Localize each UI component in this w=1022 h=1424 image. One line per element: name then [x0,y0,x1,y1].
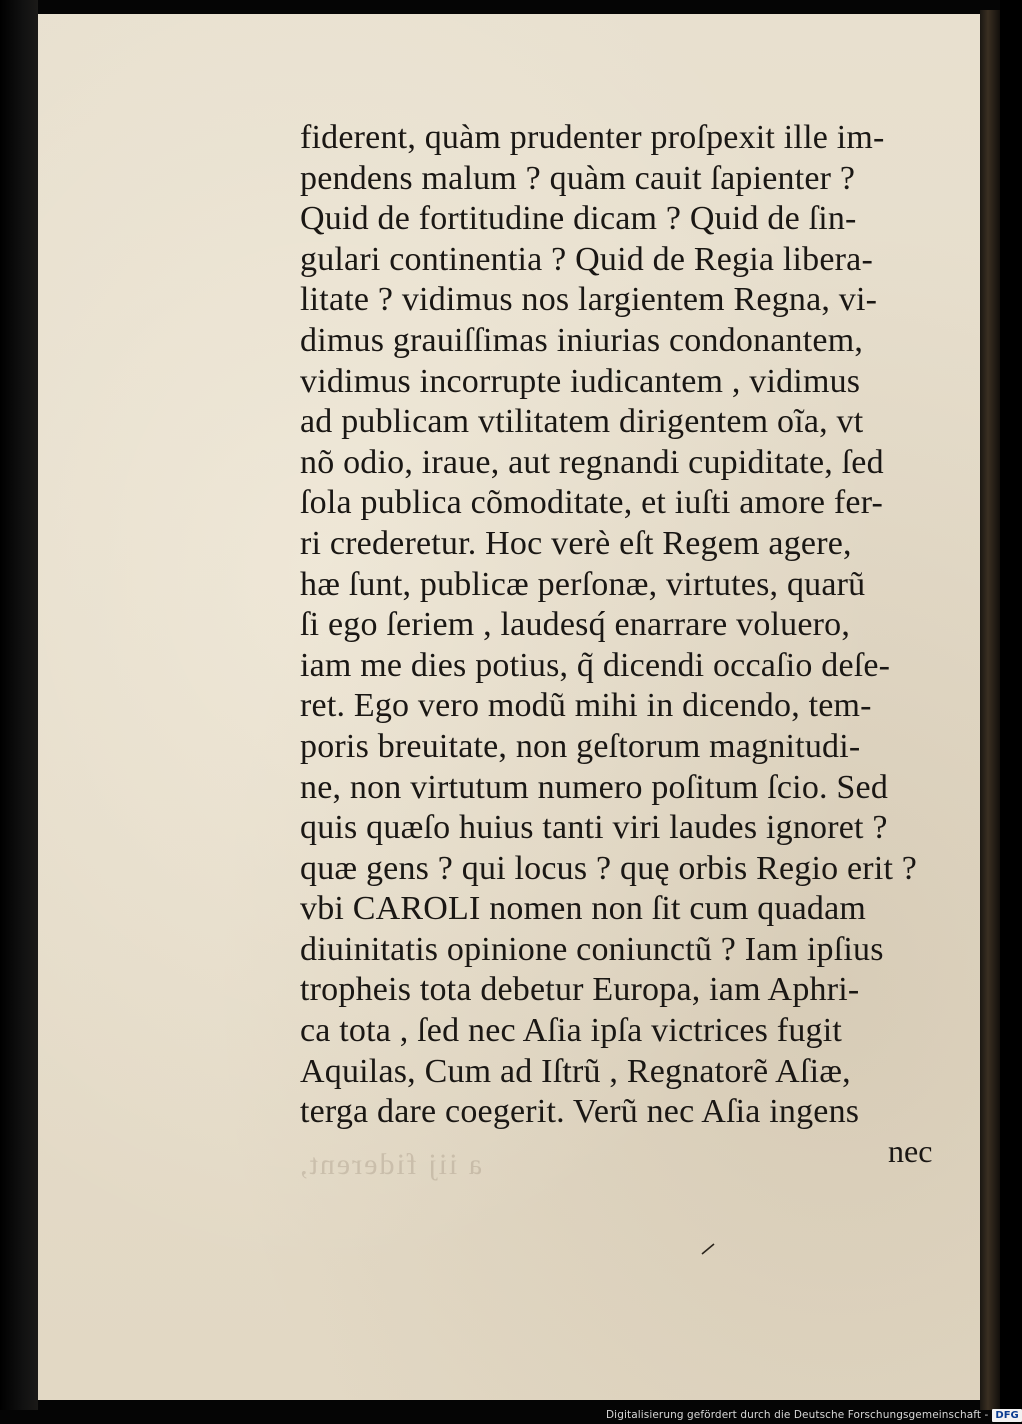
text-line: ri crederetur. Hoc verè eſt Regem agere, [300,524,852,562]
page-edge-shadow [980,10,1000,1410]
text-line: dimus grauiſſimas iniurias condonantem, [300,321,864,359]
text-line: tropheis tota debetur Europa, iam Aphri- [300,971,860,1009]
text-line: ſola publica cõmoditate, et iuſti amore fer- [300,484,884,522]
text-line: ne, non virtutum numero poſitum ſcio. Sed [300,768,889,806]
body-text [300,118,960,1133]
text-line: iam me dies potius, q̃ dicendi occaſio deſe- [300,646,891,684]
catchword: nec [888,1133,933,1169]
text-line: vbi CAROLI nomen non ſit cum quadam [300,890,867,928]
text-line: poris breuitate, non geſtorum magnitudi- [300,727,861,765]
text-line: ſi ego ſeriem , laudesq́ enarrare voluero, [300,606,851,644]
text-line: nõ odio, iraue, aut regnandi cupiditate, ſed [300,443,884,481]
text-line: vidimus incorrupte iudicantem , vidimus [300,362,861,400]
text-line: Aquilas, Cum ad Iſtrũ , Regnatorẽ Aſiæ, [300,1052,851,1090]
text-line: ret. Ego vero modũ mihi in dicendo, tem- [300,687,872,725]
funding-credit: Digitalisierung gefördert durch die Deutsche Forschungsgemeinschaft - [606,1409,989,1421]
text-line: hæ ſunt, publicæ perſonæ, virtutes, quarũ [300,565,866,603]
text-line: quæ gens ? qui locus ? quę orbis Regio erit ? [300,849,918,887]
book-spine-shadow [0,0,38,1410]
pen-stroke-mark [700,1236,724,1256]
text-line: diuinitatis opinione coniunctũ ? Iam ipſius [300,930,884,968]
dfg-logo: DFG [992,1409,1021,1422]
text-line: pendens malum ? quàm cauit ſapienter ? [300,159,856,197]
text-line: terga dare coegerit. Verũ nec Aſia ingens [300,1093,860,1131]
text-line: ad publicam vtilitatem dirigentem oĩa, vt [300,403,864,441]
text-line: Quid de fortitudine dicam ? Quid de ſin- [300,200,857,238]
digitization-footer [606,1407,1022,1423]
text-line: quis quæſo huius tanti viri laudes ignoret ? [300,809,888,847]
text-line: gulari continentia ? Quid de Regia libera- [300,240,873,278]
text-line: fiderent, quàm prudenter proſpexit ille im- [300,119,885,156]
bleed-through-text: a iij fiderent, [298,1148,483,1181]
text-line: ca tota , ſed nec Aſia ipſa victrices fugit [300,1012,843,1050]
text-line: litate ? vidimus nos largientem Regna, vi- [300,281,878,319]
